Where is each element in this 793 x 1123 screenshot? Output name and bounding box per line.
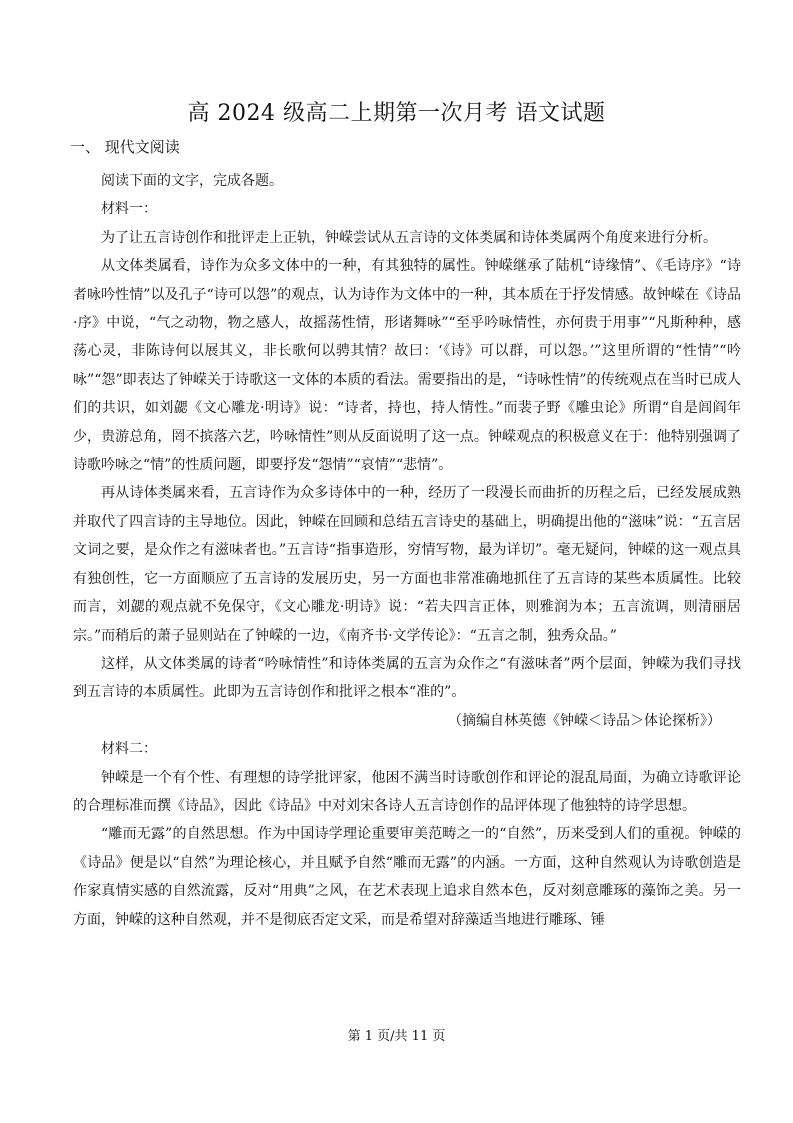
page-title: 高 2024 级高二上期第一次月考 语文试题 xyxy=(187,101,606,126)
material-two-paragraph: 钟嵘是一个有个性、有理想的诗学批评家，他困不满当时诗歌创作和评论的混乱局面，为确立诗歌评论的合理标准而撰《诗品》，因此《诗品》中对刘宋各诗人五言诗创作的品评体现了他独特的诗学思想。 xyxy=(73,769,741,814)
material-one-paragraph: 再从诗体类属来看，五言诗作为众多诗体中的一种，经历了一段漫长而曲折的历程之后，已经发展成熟并取代了四言诗的主导地位。因此，钟嵘在回顾和总结五言诗史的基础上，明确提出他的“滋味”说：“五言居文词之要，是众作之有滋味者也。”五言诗“指事造形，穷情写物，最为详切”。毫无疑问，钟嵘的这一观点具有独创性，它一方面顺应了五言诗的发展历史，另一方面也非常准确地抓住了五言诗的某些本质属性。比较而言，刘勰的观点就不免保守，《文心雕龙·明诗》说：“若夫四言正体，则雅润为本；五言流调，则清丽居宗。”而稍后的萧子显则站在了钟嵘的一边，《南齐书·文学传论》：“五言之制，独秀众品。” xyxy=(73,485,741,644)
material-two-paragraph: “雕而无露”的自然思想。作为中国诗学理论重要审美范畴之一的“自然”，历来受到人们的重视。钟嵘的《诗品》便是以“自然”为理论核心，并且赋予自然“雕而无露”的内涵。一方面，这种自然观认为诗歌创造是作家真情实感的自然流露，反对“用典”之风，在艺术表现上追求自然本色，反对刻意雕琢的藻饰之美。另一方面，钟嵘的这种自然观，并不是彻底否定文采，而是希望对辞藻适当地进行雕琢、锤 xyxy=(73,826,741,928)
material-two-label: 材料二： xyxy=(101,741,157,758)
material-one-paragraph: 从文体类属看，诗作为众多文体中的一种，有其独特的属性。钟嵘继承了陆机“诗缘情”、《毛诗序》“诗者咏吟性情”以及孔子“诗可以怨”的观点，认为诗作为文体中的一种，其本质在于抒发情感。故钟嵘在《诗品·序》中说，“气之动物，物之感人，故摇荡性情，形诸舞咏”“至乎吟咏情性，亦何贵于用事”“凡斯种种，感荡心灵，非陈诗何以展其义，非长歌何以骋其情？故曰：‘《诗》可以群，可以怨。’”这里所谓的“性情”“吟咏”“怨”即表达了钟嵘关于诗歌这一文体的本质的看法。需要指出的是，“诗咏性情”的传统观点在当时已成人们的共识，如刘勰《文心雕龙·明诗》说：“诗者，持也，持人情性。”而裴子野《雕虫论》所谓“自是闾阎年少，贵游总角，罔不摈落六艺，吟咏情性”则从反面说明了这一点。钟嵘观点的积极意义在于：他特别强调了诗歌吟咏之“情”的性质问题，即要抒发“怨情”“哀情”“悲情”。 xyxy=(73,258,741,474)
instruction-text: 阅读下面的文字，完成各题。 xyxy=(101,173,283,189)
page-footer: 第 1 页/共 11 页 xyxy=(347,1029,446,1044)
material-one-paragraph: 这样，从文体类属的诗者“吟咏情性”和诗体类属的五言为众作之“有滋味者”两个层面，钟嵘为我们寻找到五言诗的本质属性。此即为五言诗创作和批评之根本“准的”。 xyxy=(73,655,741,701)
material-one-paragraph: 为了让五言诗创作和批评走上正轨，钟嵘尝试从五言诗的文体类属和诗体类属两个角度来进行分析。 xyxy=(101,229,717,246)
material-one-source: （摘编自林英德《钟嵘＜诗品＞体论探析》） xyxy=(448,712,721,729)
material-one-label: 材料一： xyxy=(101,201,157,218)
article-body xyxy=(73,167,741,934)
section-heading: 一、 现代文阅读 xyxy=(70,138,180,156)
